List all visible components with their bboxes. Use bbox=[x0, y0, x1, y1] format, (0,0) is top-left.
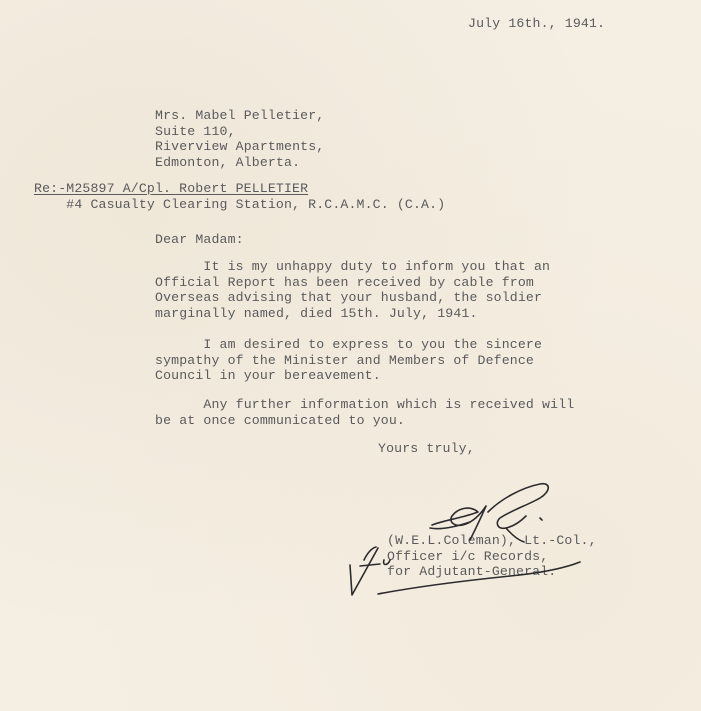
recipient-address bbox=[155, 108, 324, 170]
signature-block bbox=[387, 533, 597, 580]
paragraph-line: I am desired to express to you the sincere bbox=[155, 337, 543, 352]
closing: Yours truly, bbox=[378, 441, 475, 456]
paragraph-line: It is my unhappy duty to inform you that an bbox=[155, 259, 551, 274]
paragraph-line: be at once communicated to you. bbox=[155, 412, 405, 428]
paragraph-line: sympathy of the Minister and Members of Defence bbox=[155, 352, 534, 368]
paragraph-line: Official Report has been received by cable from bbox=[155, 274, 534, 290]
paragraph-notification bbox=[155, 259, 550, 321]
reference-block bbox=[34, 181, 445, 212]
reference-unit: #4 Casualty Clearing Station, R.C.A.M.C. (C.A.) bbox=[34, 196, 446, 212]
address-line: Edmonton, Alberta. bbox=[155, 154, 301, 170]
address-line: Suite 110, bbox=[155, 123, 236, 139]
reference-subject: Re:-M25897 A/Cpl. Robert PELLETIER bbox=[34, 181, 309, 196]
paragraph-line: Any further information which is received will bbox=[155, 397, 575, 412]
letter-date: July 16th., 1941. bbox=[468, 16, 606, 31]
address-line: Riverview Apartments, bbox=[155, 139, 325, 154]
paragraph-further-info bbox=[155, 397, 574, 428]
paragraph-line: Council in your bereavement. bbox=[155, 368, 381, 383]
paragraph-line: Overseas advising that your husband, the soldier bbox=[155, 290, 543, 305]
paragraph-sympathy bbox=[155, 337, 542, 384]
address-line: Mrs. Mabel Pelletier, bbox=[155, 108, 325, 123]
signatory-title: Officer i/c Records, bbox=[387, 548, 549, 564]
signatory-on-behalf: for Adjutant-General. bbox=[387, 564, 557, 579]
signatory-name: (W.E.L.Coleman), Lt.-Col., bbox=[387, 533, 597, 548]
salutation: Dear Madam: bbox=[155, 232, 244, 247]
paragraph-line: marginally named, died 15th. July, 1941. bbox=[155, 305, 478, 321]
